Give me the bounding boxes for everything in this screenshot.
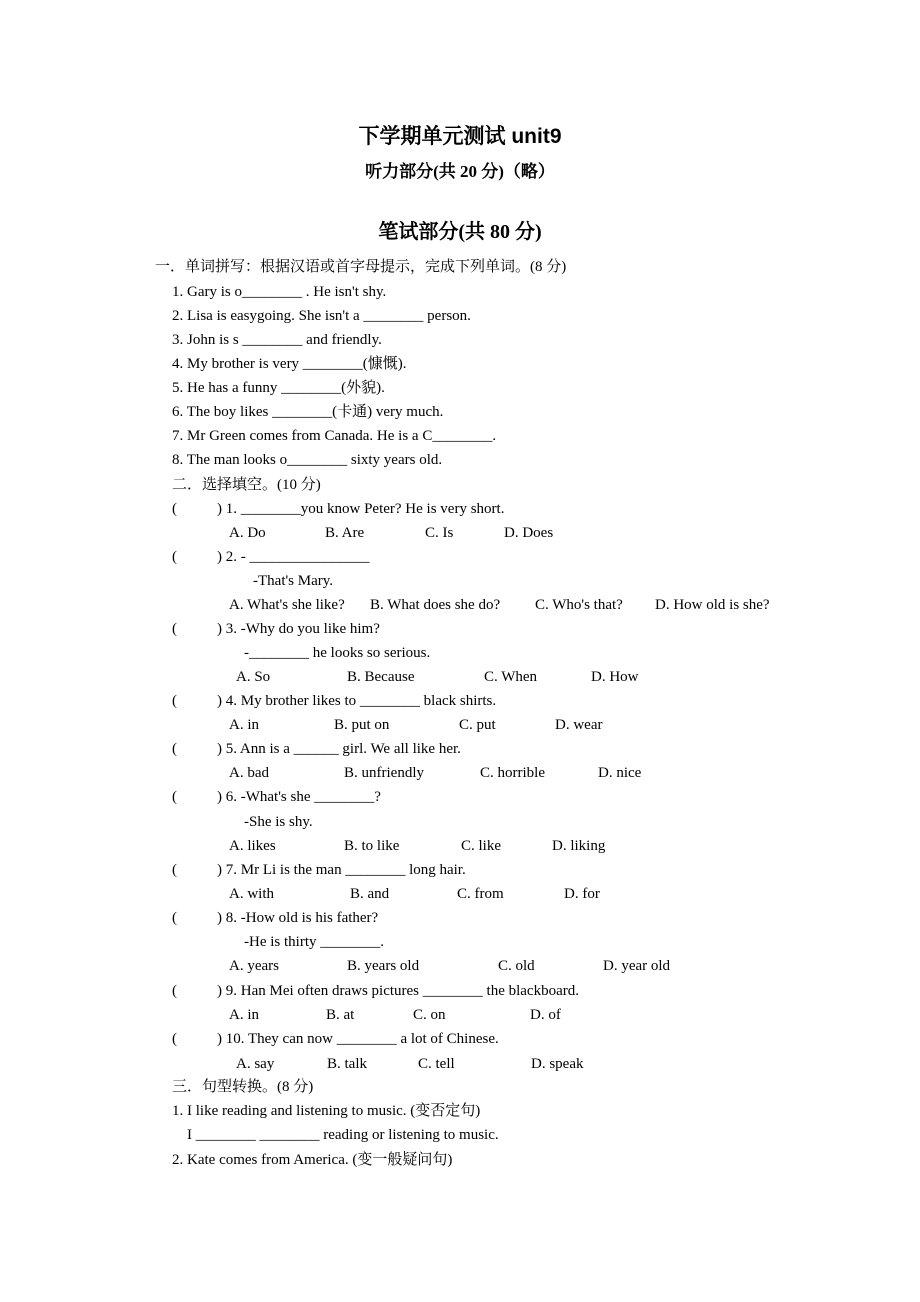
page-title: 下学期单元测试 unit9 — [358, 125, 562, 148]
option-c: C. When — [484, 669, 538, 685]
section1-item: 4. My brother is very ________(慷慨). — [172, 356, 407, 372]
option-d: D. How old is she? — [655, 597, 770, 613]
section3-item: 1. I like reading and listening to music. (变否定句) — [172, 1103, 481, 1119]
section1-item: 6. The boy likes ________(卡通) very much. — [172, 404, 444, 420]
option-a: A. in — [229, 717, 259, 733]
listening-section-title: 听力部分(共 20 分)（略） — [365, 162, 555, 181]
question-8-line2: -He is thirty ________. — [244, 934, 384, 950]
answer-paren: ( — [172, 910, 177, 926]
option-b: B. unfriendly — [344, 765, 424, 781]
section3-answer-line: I ________ ________ reading or listening to music. — [187, 1127, 499, 1143]
option-d: D. How — [591, 669, 639, 685]
section1-item: 8. The man looks o________ sixty years old. — [172, 452, 443, 468]
option-b: B. Are — [325, 525, 365, 541]
question-6-line2: -She is shy. — [244, 814, 313, 830]
option-b: B. years old — [347, 958, 420, 974]
option-d: D. wear — [555, 717, 603, 733]
option-d: D. of — [530, 1007, 561, 1023]
option-c: C. on — [413, 1007, 446, 1023]
section3-heading: 三．句型转换。(8 分) — [172, 1079, 314, 1095]
option-d: D. Does — [504, 525, 554, 541]
section1-item: 3. John is s ________ and friendly. — [172, 332, 382, 348]
option-c: C. old — [498, 958, 535, 974]
option-a: A. years — [229, 958, 279, 974]
answer-paren: ( — [172, 501, 177, 517]
section1-heading: 一．单词拼写：根据汉语或首字母提示，完成下列单词。(8 分) — [155, 259, 567, 275]
option-c: C. horrible — [480, 765, 545, 781]
option-c: C. from — [457, 886, 504, 902]
option-a: A. So — [236, 669, 271, 685]
option-d: D. for — [564, 886, 600, 902]
option-a: A. Do — [229, 525, 266, 541]
section3-item: 2. Kate comes from America. (变一般疑问句) — [172, 1152, 453, 1168]
option-a: A. in — [229, 1007, 259, 1023]
question-10: ) 10. They can now ________ a lot of Chinese. — [217, 1031, 499, 1047]
section1-item: 5. He has a funny ________(外貌). — [172, 380, 385, 396]
section1-item: 1. Gary is o________ . He isn't shy. — [172, 284, 387, 300]
answer-paren: ( — [172, 862, 177, 878]
answer-paren: ( — [172, 621, 177, 637]
option-c: C. tell — [418, 1056, 455, 1072]
written-section-title: 笔试部分(共 80 分) — [378, 221, 542, 243]
question-2: ) 2. - ________________ — [217, 549, 370, 565]
option-a: A. likes — [229, 838, 276, 854]
answer-paren: ( — [172, 741, 177, 757]
option-c: C. Is — [425, 525, 454, 541]
option-b: B. to like — [344, 838, 400, 854]
option-b: B. What does she do? — [370, 597, 501, 613]
question-8: ) 8. -How old is his father? — [217, 910, 379, 926]
option-b: B. at — [326, 1007, 355, 1023]
question-3: ) 3. -Why do you like him? — [217, 621, 380, 637]
question-3-line2: -________ he looks so serious. — [244, 645, 431, 661]
option-b: B. talk — [327, 1056, 367, 1072]
option-d: D. liking — [552, 838, 606, 854]
answer-paren: ( — [172, 693, 177, 709]
option-a: A. say — [236, 1056, 275, 1072]
question-4: ) 4. My brother likes to ________ black shirts. — [217, 693, 497, 709]
section2-heading: 二．选择填空。(10 分) — [172, 477, 321, 493]
option-a: A. with — [229, 886, 274, 902]
question-1: ) 1. ________you know Peter? He is very short. — [217, 501, 505, 517]
option-a: A. What's she like? — [229, 597, 345, 613]
question-5: ) 5. Ann is a ______ girl. We all like her. — [217, 741, 461, 757]
question-2-line2: -That's Mary. — [253, 573, 334, 589]
option-c: C. put — [459, 717, 496, 733]
answer-paren: ( — [172, 1031, 177, 1047]
answer-paren: ( — [172, 983, 177, 999]
option-b: B. and — [350, 886, 390, 902]
question-6: ) 6. -What's she ________? — [217, 789, 381, 805]
option-c: C. like — [461, 838, 501, 854]
option-a: A. bad — [229, 765, 269, 781]
option-d: D. speak — [531, 1056, 584, 1072]
option-b: B. put on — [334, 717, 390, 733]
option-d: D. nice — [598, 765, 642, 781]
option-d: D. year old — [603, 958, 671, 974]
answer-paren: ( — [172, 549, 177, 565]
answer-paren: ( — [172, 789, 177, 805]
question-9: ) 9. Han Mei often draws pictures ________ the blackboard. — [217, 983, 579, 999]
section1-item: 2. Lisa is easygoing. She isn't a ________ person. — [172, 308, 471, 324]
option-c: C. Who's that? — [535, 597, 623, 613]
section1-item: 7. Mr Green comes from Canada. He is a C________. — [172, 428, 497, 444]
option-b: B. Because — [347, 669, 415, 685]
question-7: ) 7. Mr Li is the man ________ long hair. — [217, 862, 466, 878]
